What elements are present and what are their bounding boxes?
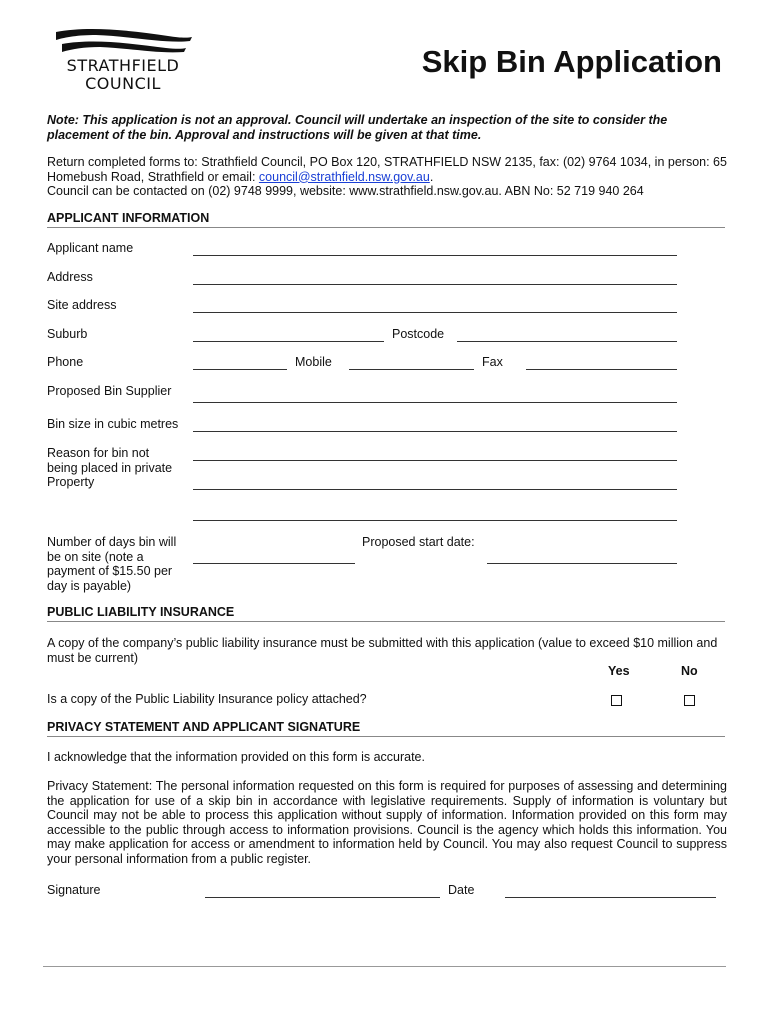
return-address-text: Return completed forms to: Strathfield Council, PO Box 120, STRATHFIELD NSW 2135, fax: (02) 9764 1034, in person: 65 Homebush Road, Strathfield or email: <box>47 155 727 184</box>
fax-label: Fax <box>482 355 503 369</box>
bin-supplier-label: Proposed Bin Supplier <box>47 384 172 398</box>
reason-field-line2[interactable] <box>193 489 677 490</box>
contact-info-text: Council can be contacted on (02) 9748 9999, website: www.strathfield.nsw.gov.au. ABN No: 52 719 940 264 <box>47 184 644 198</box>
reason-label-line1: Reason for bin not <box>47 446 150 460</box>
site-address-label: Site address <box>47 298 117 312</box>
suburb-label: Suburb <box>47 327 88 341</box>
mobile-field[interactable] <box>349 369 474 370</box>
reason-field-line3[interactable] <box>193 520 677 521</box>
insurance-no-checkbox[interactable] <box>684 695 695 706</box>
days-label-line2: be on site (note a <box>47 549 144 564</box>
days-label-line4: day is payable) <box>47 578 132 593</box>
page-title: Skip Bin Application <box>421 44 722 79</box>
signature-field[interactable] <box>205 897 440 898</box>
section-heading-applicant: APPLICANT INFORMATION <box>47 211 725 228</box>
reason-label-line2: being placed in private <box>47 460 173 475</box>
site-address-field[interactable] <box>193 312 677 313</box>
reason-field-line1[interactable] <box>193 460 677 461</box>
reason-label <box>47 446 172 490</box>
suburb-field[interactable] <box>193 341 384 342</box>
fax-field[interactable] <box>526 369 677 370</box>
bin-size-field[interactable] <box>193 431 677 432</box>
reason-label-line3: Property <box>47 475 95 489</box>
address-field[interactable] <box>193 284 677 285</box>
postcode-field[interactable] <box>457 341 677 342</box>
section-heading-privacy: PRIVACY STATEMENT AND APPLICANT SIGNATURE <box>47 720 725 737</box>
days-on-site-field[interactable] <box>193 563 355 564</box>
privacy-statement: Privacy Statement: The personal information requested on this form is required for purposes of assessing and determining the application for use of a skip bin in accordance with legislative requirements. Supply of information is voluntary but Council may not be able to process this application without supply of information. Information provided on this form may accessible to the public through access to information provisions. Council is the agency which holds this information. You may make application for access or amendment to information held by Council. You may also request Council to suppress your personal information from a public register. <box>47 779 727 866</box>
phone-field[interactable] <box>193 369 287 370</box>
logo-wave-icon <box>48 26 198 60</box>
start-date-label: Proposed start date: <box>362 535 475 549</box>
insurance-text: A copy of the company’s public liability insurance must be submitted with this application (value to exceed $10 million and must be current) <box>47 636 718 665</box>
logo-text-council: COUNCIL <box>85 74 161 93</box>
applicant-name-label: Applicant name <box>47 241 134 255</box>
return-info <box>47 155 727 199</box>
days-on-site-label <box>47 535 176 593</box>
bin-size-label: Bin size in cubic metres <box>47 417 179 431</box>
section-heading-insurance: PUBLIC LIABILITY INSURANCE <box>47 605 725 622</box>
days-label-line1: Number of days bin will <box>47 535 177 549</box>
bin-supplier-field[interactable] <box>193 402 677 403</box>
council-email-link[interactable]: council@strathfield.nsw.gov.au <box>258 169 430 184</box>
council-logo <box>48 26 198 96</box>
insurance-question: Is a copy of the Public Liability Insurance policy attached? <box>47 692 367 706</box>
approval-note: Note: This application is not an approval. Council will undertake an inspection of the site to consider the placement of the bin. Approval and instructions will be given at that time. <box>47 113 668 142</box>
start-date-field[interactable] <box>487 563 677 564</box>
applicant-name-field[interactable] <box>193 255 677 256</box>
mobile-label: Mobile <box>295 355 332 369</box>
postcode-label: Postcode <box>392 327 445 341</box>
days-label-line3: payment of $15.50 per <box>47 564 173 578</box>
signature-label: Signature <box>47 883 101 897</box>
address-label: Address <box>47 270 93 284</box>
date-field[interactable] <box>505 897 716 898</box>
return-address-end: . <box>429 169 434 184</box>
footer-divider <box>43 966 726 967</box>
insurance-yes-checkbox[interactable] <box>611 695 622 706</box>
logo-text-strathfield: STRATHFIELD <box>66 56 180 75</box>
acknowledge-text: I acknowledge that the information provided on this form is accurate. <box>47 750 425 764</box>
yes-column-header: Yes <box>608 664 630 678</box>
no-column-header: No <box>681 664 698 678</box>
date-label: Date <box>448 883 475 897</box>
phone-label: Phone <box>47 355 84 369</box>
